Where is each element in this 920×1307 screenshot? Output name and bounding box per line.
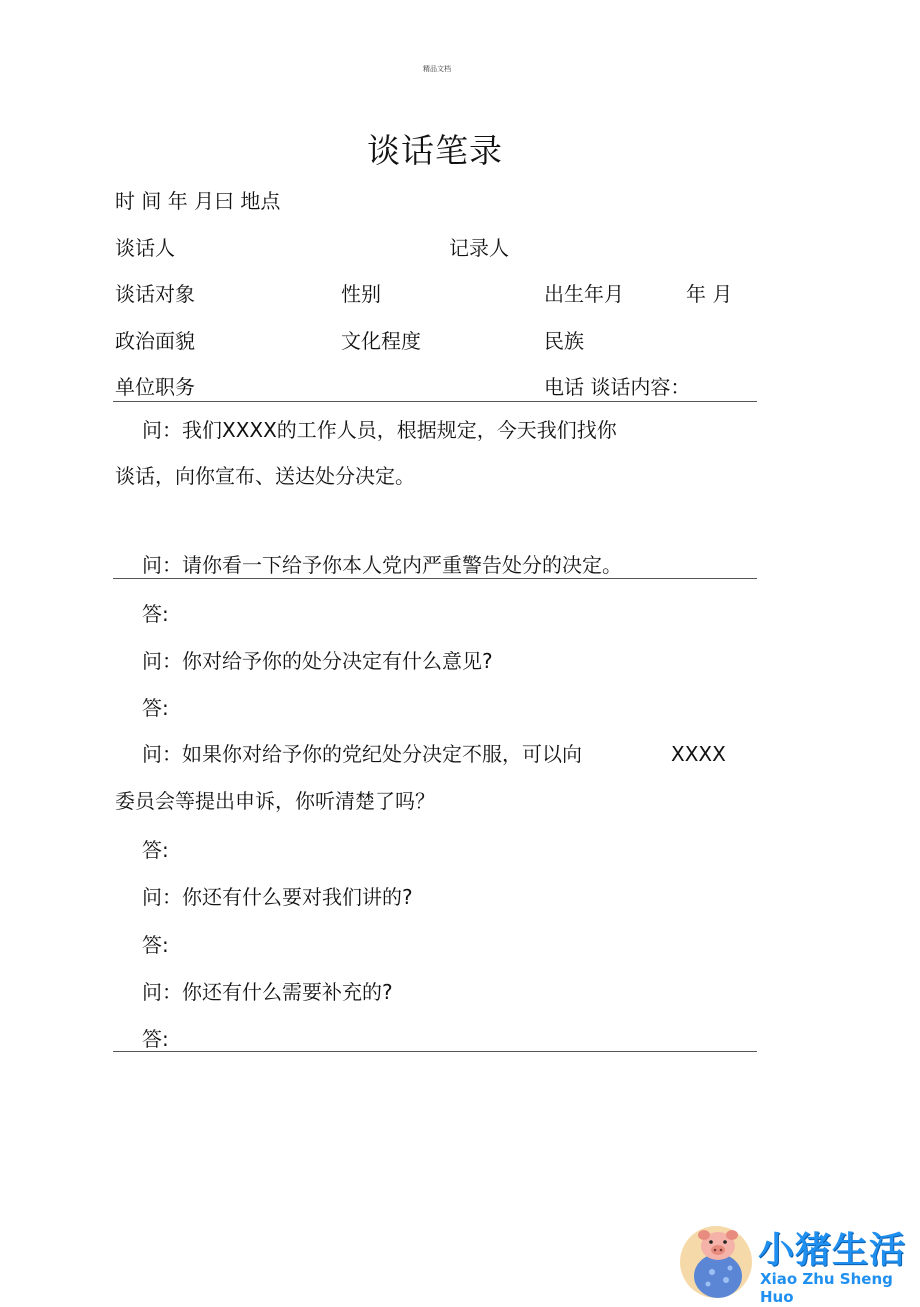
- time-place-line: 时 间 年 月曰 地点: [115, 189, 281, 213]
- answer-4: 答:: [142, 838, 169, 862]
- question-4b: 委员会等提出申诉，你听清楚了吗？: [115, 789, 435, 813]
- question-6: 问：你还有什么需要补充的?: [142, 980, 393, 1004]
- question-4-org: XXXX: [671, 742, 726, 766]
- question-3: 问：你对给予你的处分决定有什么意见?: [142, 649, 493, 673]
- answer-6: 答:: [142, 1027, 169, 1051]
- recorder-label: 记录人: [449, 236, 509, 260]
- logo-subtitle: Xiao Zhu Sheng Huo: [760, 1270, 893, 1306]
- education-label: 文化程度: [341, 329, 421, 353]
- question-1b: 谈话，向你宣布、送达处分决定。: [115, 464, 415, 488]
- birth-label: 出生年月: [544, 282, 624, 306]
- ethnicity-label: 民族: [544, 329, 584, 353]
- subject-label: 谈话对象: [115, 282, 195, 306]
- phone-content-label: 电话 谈话内容：: [544, 375, 691, 399]
- gender-label: 性别: [341, 282, 381, 306]
- pig-mascot-icon: [678, 1218, 758, 1303]
- page-title: 谈话笔录: [367, 131, 503, 170]
- header-watermark: 精品文档: [423, 65, 451, 73]
- unit-label: 单位职务: [115, 375, 195, 399]
- politics-label: 政治面貌: [115, 329, 195, 353]
- question-4a: 问：如果你对给予你的党纪处分决定不服，可以向: [142, 742, 582, 766]
- question-1a: 问：我们XXXX的工作人员，根据规定，今天我们找你: [142, 418, 617, 442]
- divider-bottom: [113, 1051, 757, 1052]
- logo-title: 小猪生活: [758, 1230, 907, 1271]
- birth-year-month: 年 月: [686, 282, 733, 306]
- answer-3: 答:: [142, 696, 169, 720]
- question-5: 问：你还有什么要对我们讲的?: [142, 885, 413, 909]
- answer-5: 答:: [142, 933, 169, 957]
- talker-label: 谈话人: [115, 236, 175, 260]
- divider-top: [113, 401, 757, 402]
- divider-middle: [113, 578, 757, 579]
- answer-2: 答:: [142, 602, 169, 626]
- brand-logo: [678, 1218, 920, 1306]
- question-2: 问：请你看一下给予你本人党内严重警告处分的决定。: [142, 553, 622, 577]
